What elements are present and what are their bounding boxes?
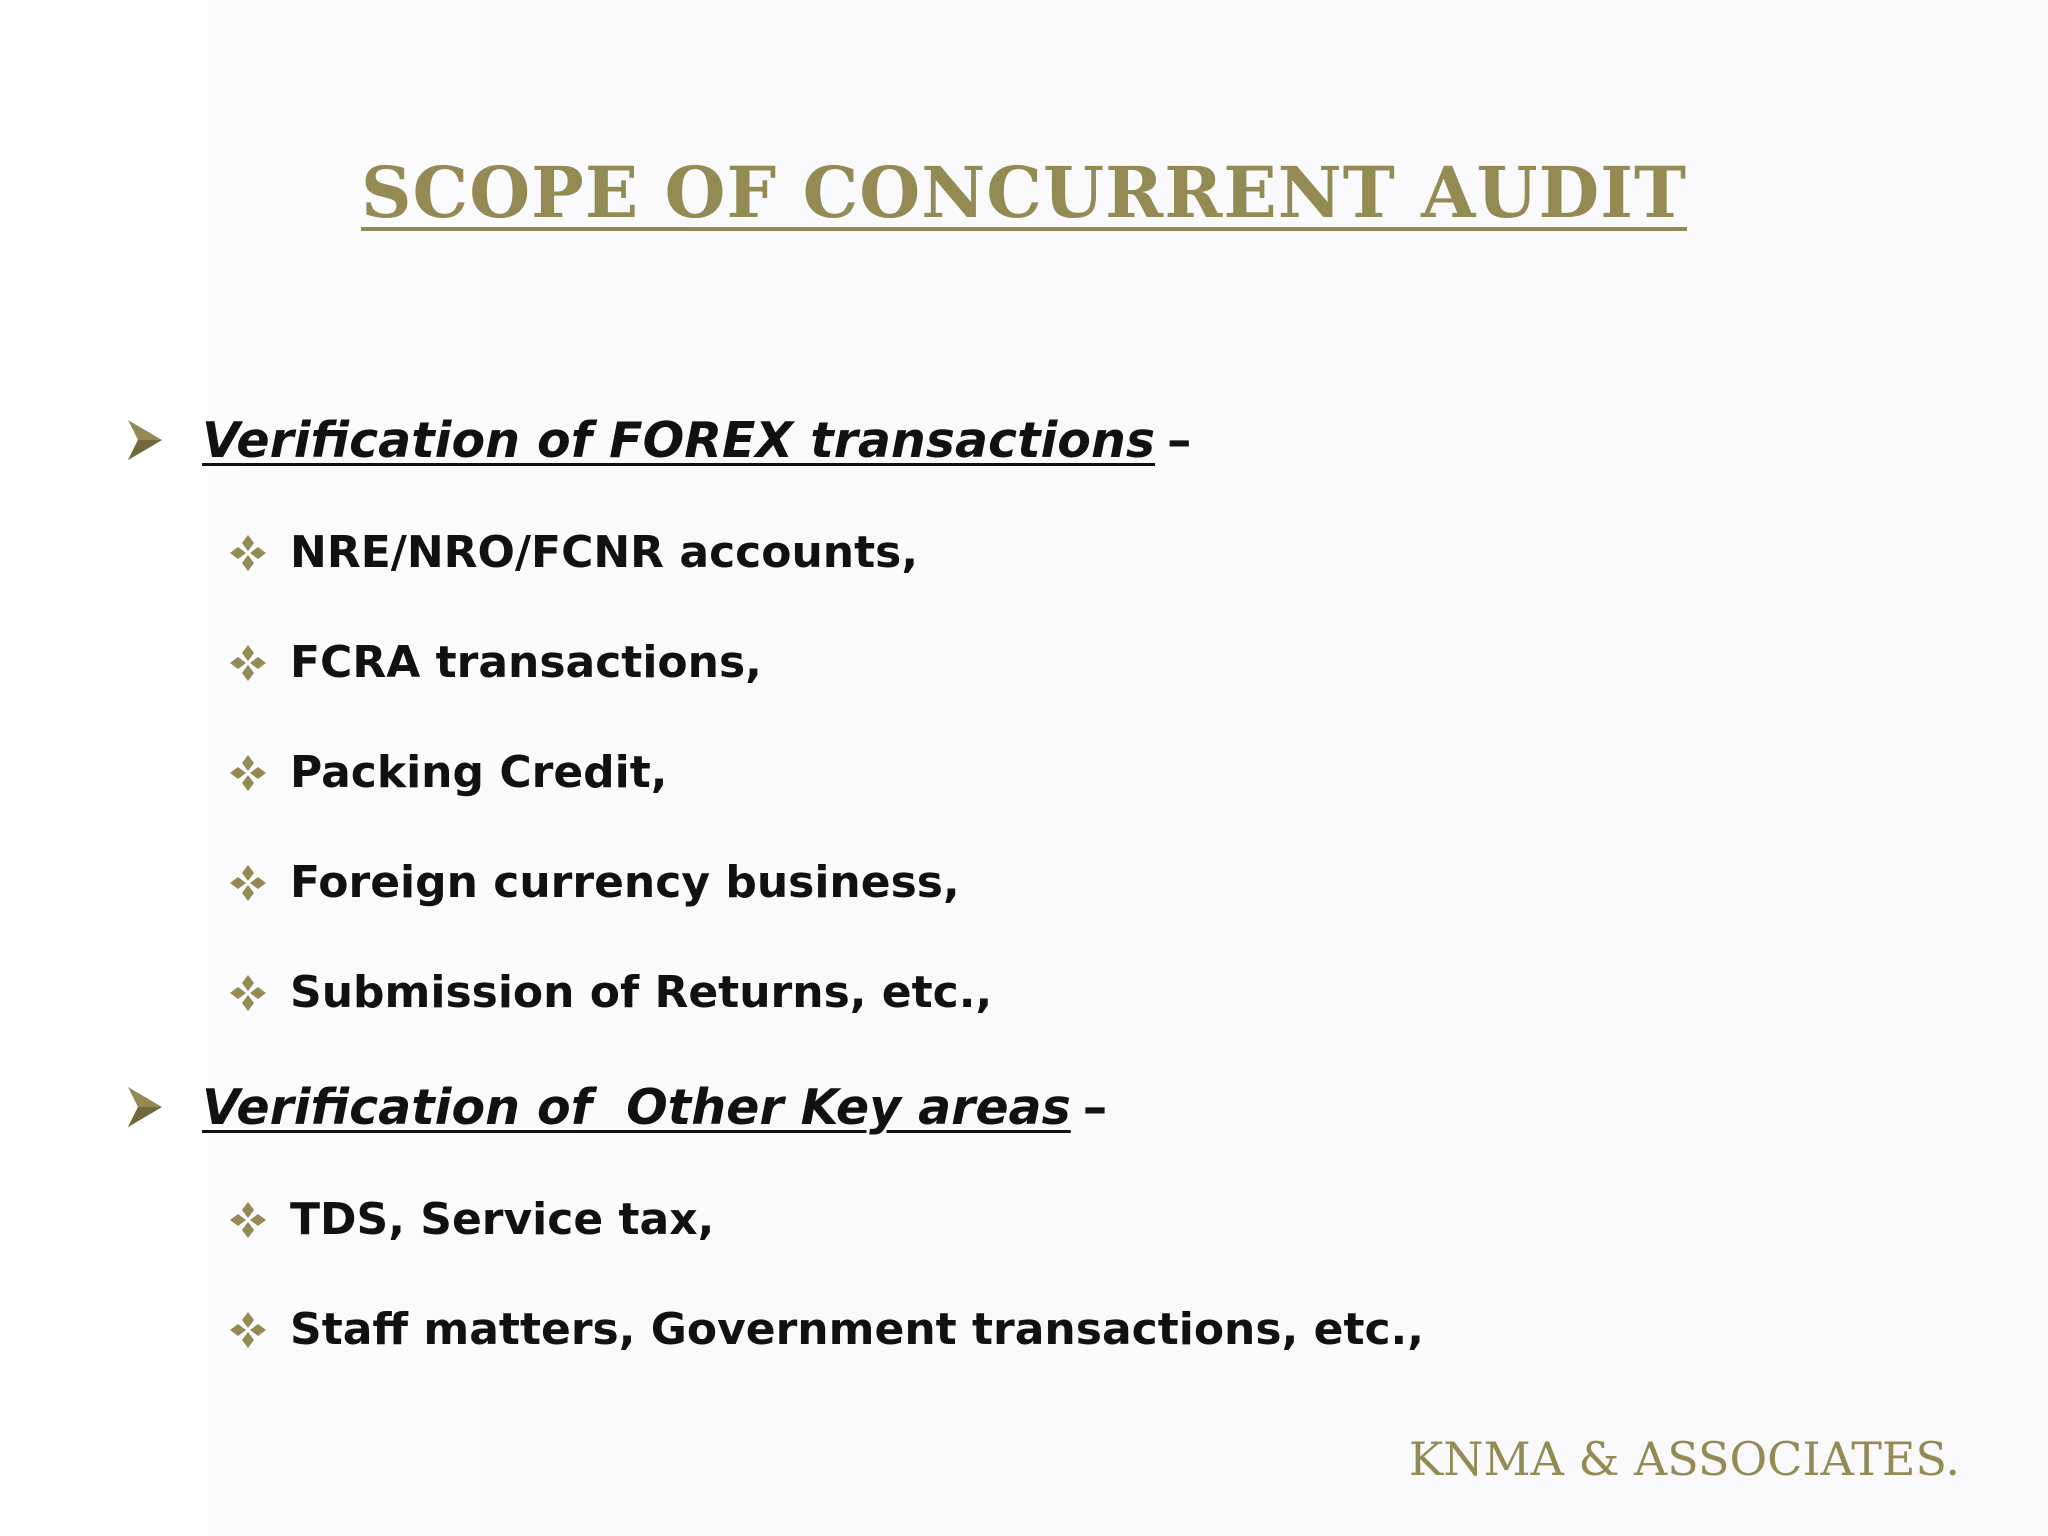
list-item — [228, 1304, 1424, 1355]
list-item — [228, 637, 762, 688]
section-heading-other — [126, 1077, 1107, 1137]
list-item — [228, 1194, 714, 1245]
list-item — [228, 747, 667, 798]
footer-firm-name: KNMA & ASSOCIATES. — [1408, 1432, 1960, 1486]
section-heading-dash: – — [1167, 411, 1192, 469]
section-heading-text: Verification of FOREX transactions — [202, 411, 1156, 469]
diamond-cluster-bullet-icon — [228, 748, 290, 798]
arrow-bullet-icon — [126, 1077, 202, 1137]
list-item-text: Staff matters, Government transactions, etc., — [290, 1304, 1424, 1355]
list-item — [228, 857, 960, 908]
section-heading-dash: – — [1082, 1078, 1108, 1136]
list-item-text: Packing Credit, — [290, 747, 668, 798]
list-item-text: NRE/NRO/FCNR accounts, — [290, 527, 919, 578]
list-item-text: Foreign currency business, — [290, 857, 960, 908]
list-item-text: Submission of Returns, etc., — [290, 967, 993, 1018]
list-item-text: FCRA transactions, — [290, 637, 762, 688]
diamond-cluster-bullet-icon — [228, 1305, 290, 1355]
diamond-cluster-bullet-icon — [228, 858, 290, 908]
slide-title: SCOPE OF CONCURRENT AUDIT — [360, 151, 1688, 234]
list-item — [228, 967, 992, 1018]
section-heading-text: Verification of Other Key areas — [202, 1078, 1071, 1136]
list-item — [228, 527, 918, 578]
diamond-cluster-bullet-icon — [228, 1195, 290, 1245]
diamond-cluster-bullet-icon — [228, 968, 290, 1018]
arrow-bullet-icon — [126, 410, 202, 470]
list-item-text: TDS, Service tax, — [290, 1194, 715, 1245]
section-heading-forex — [126, 410, 1192, 470]
diamond-cluster-bullet-icon — [228, 528, 290, 578]
diamond-cluster-bullet-icon — [228, 638, 290, 688]
